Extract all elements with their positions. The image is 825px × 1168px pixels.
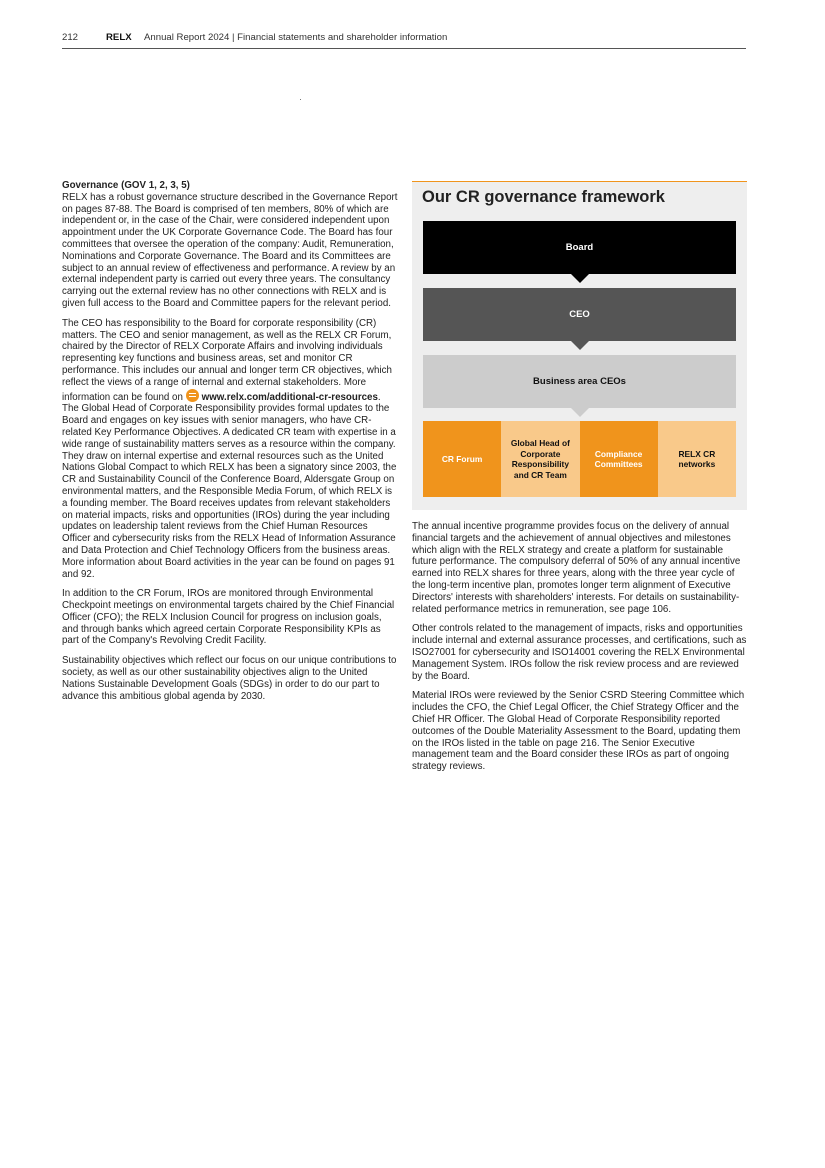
- business-area-ceos-label: Business area CEOs: [533, 376, 626, 387]
- compliance-committees-label: Compliance Committees: [594, 448, 643, 469]
- report-subtitle: Annual Report 2024 | Financial statements and shareholder information: [144, 32, 448, 43]
- brand-name: RELX: [106, 32, 132, 43]
- sustainability-objectives-paragraph: Sustainability objectives which reflect our focus on our unique contributions to society, as well as our other sustainability objectives align to the United Nations Sustainable Development Goals (SDGs) in order to do our part to advance this ambitious global agenda by 2030.: [62, 655, 397, 702]
- compliance-committees-box: [580, 421, 658, 497]
- framework-sub-boxes: [423, 421, 736, 497]
- cr-resources-link[interactable]: www.relx.com/additional-cr-resources: [201, 391, 378, 403]
- down-arrow-icon: [571, 408, 589, 417]
- link-icon: [186, 389, 199, 402]
- material-iros-paragraph: Material IROs were reviewed by the Senior CSRD Steering Committee which includes the CFO, the Chief Legal Officer, the Chief Strategy Officer and the Chief HR Officer. The Global Head of Corporate Responsibility reported outcomes of the Double Materiality Assessment to the Board, updating them on the IROs listed in the table on page 216. The Senior Executive management team and the Board consider these IROs as part of ongoing strategy reviews.: [412, 690, 745, 773]
- iro-monitoring-paragraph: In addition to the CR Forum, IROs are monitored through Environmental Checkpoint meetings on environmental targets chaired by the Chief Financial Officer (CFO); the RELX Inclusion Council for progress on inclusion goals, and through banks which agreed certain Corporate Responsibility KPIs as part of the Company's Revolving Credit Facility.: [62, 588, 395, 647]
- ceo-box: [423, 288, 736, 341]
- board-box: [423, 221, 736, 274]
- cr-forum-label: CR Forum: [441, 453, 483, 464]
- cr-governance-framework-panel: [412, 181, 747, 510]
- annual-incentive-paragraph: The annual incentive programme provides focus on the delivery of annual financial targets and the achievement of annual objectives and milestones which align with the RELX strategy and create a platform for sustainable future performance. The compulsory deferral of 50% of any annual incentive earned into RELX shares for three years, along with the three year cycle of the long-term incentive plan, promotes longer term alignment of Executive Directors' interests with shareholders' interests. For details on sustainability-related performance metrics in remuneration, see page 106.: [412, 521, 741, 615]
- header-divider: [62, 48, 746, 49]
- global-head-box: [501, 421, 579, 497]
- board-label: Board: [565, 242, 594, 253]
- governance-section: [62, 180, 398, 310]
- paragraph-text-end: . The Global Head of Corporate Responsibility provides formal updates to the Board and engages on key issues with senior managers, who have CR-related Key Performance Objectives. A dedicated CR team with expertise in a wide range of sustainability matters serves as a resource within the company. They draw on internal expertise and external resources such as the United Nations Global Compact to which RELX has been a signatory since 2003, the CR and Sustainability Council of the Conference Board, Aldersgate Group on environmental matters, and the Responsible Media Forum, of which RELX is a founding member. The Board receives updates from relevant stakeholders on material impacts, risks and opportunities (IROs) during the year including updates on leadership talent reviews from the Chief Human Resources Officer and cybersecurity risks from the RELX Head of Information Assurance and Data Protection and Chief Technology Officers from the business areas. More information about Board activities in the year can be found on pages 91 and 92.: [62, 391, 397, 580]
- stray-mark: [300, 99, 301, 100]
- right-column: [412, 521, 748, 781]
- cr-forum-box: [423, 421, 501, 497]
- global-head-label: Global Head of Corporate Responsibility and CR Team: [510, 438, 570, 480]
- page-header: [62, 31, 746, 49]
- cr-responsibility-paragraph: [62, 318, 398, 581]
- page-number: 212: [62, 32, 79, 43]
- relx-cr-networks-box: [658, 421, 736, 497]
- down-arrow-icon: [571, 341, 589, 350]
- relx-cr-networks-label: RELX CR networks: [678, 448, 716, 469]
- left-column: [62, 180, 398, 710]
- governance-paragraph: RELX has a robust governance structure described in the Governance Report on pages 87-88. The Board is comprised of ten members, 80% of which are independent or, in the case of the Chair, were considered independent upon appointment under the UK Corporate Governance Code. The Board has four committees that oversee the operation of the company: Audit, Remuneration, Nominations and Corporate Governance. The Board and its Committees are subject to an annual review of effectiveness and performance. A review by an external independent party is carried out every three years. The consultancy carrying out the external review has no other connections with RELX and is given full access to the Board and Committee papers for the relevant period.: [62, 191, 398, 309]
- section-heading: Governance (GOV 1, 2, 3, 5): [62, 180, 190, 191]
- other-controls-paragraph: Other controls related to the management of impacts, risks and opportunities include internal and external assurance processes, and certifications, such as ISO27001 for cybersecurity and ISO14001 covering the RELX Environmental Management System. IROs follow the risk review process and are reviewed by the Board.: [412, 623, 747, 682]
- business-area-ceos-box: [423, 355, 736, 408]
- down-arrow-icon: [571, 274, 589, 283]
- framework-title: Our CR governance framework: [422, 188, 665, 206]
- paragraph-text-start: The CEO has responsibility to the Board for corporate responsibility (CR) matters. The CEO and senior management, as well as the RELX CR Forum, chaired by the Director of RELX Corporate Affairs and involving individuals representing key functions and business areas, set and monitor CR performance. This includes our annual and longer term CR objectives, which reflect the views of a range of internal and external stakeholders. More information can be found on: [62, 317, 392, 403]
- ceo-label: CEO: [569, 309, 590, 320]
